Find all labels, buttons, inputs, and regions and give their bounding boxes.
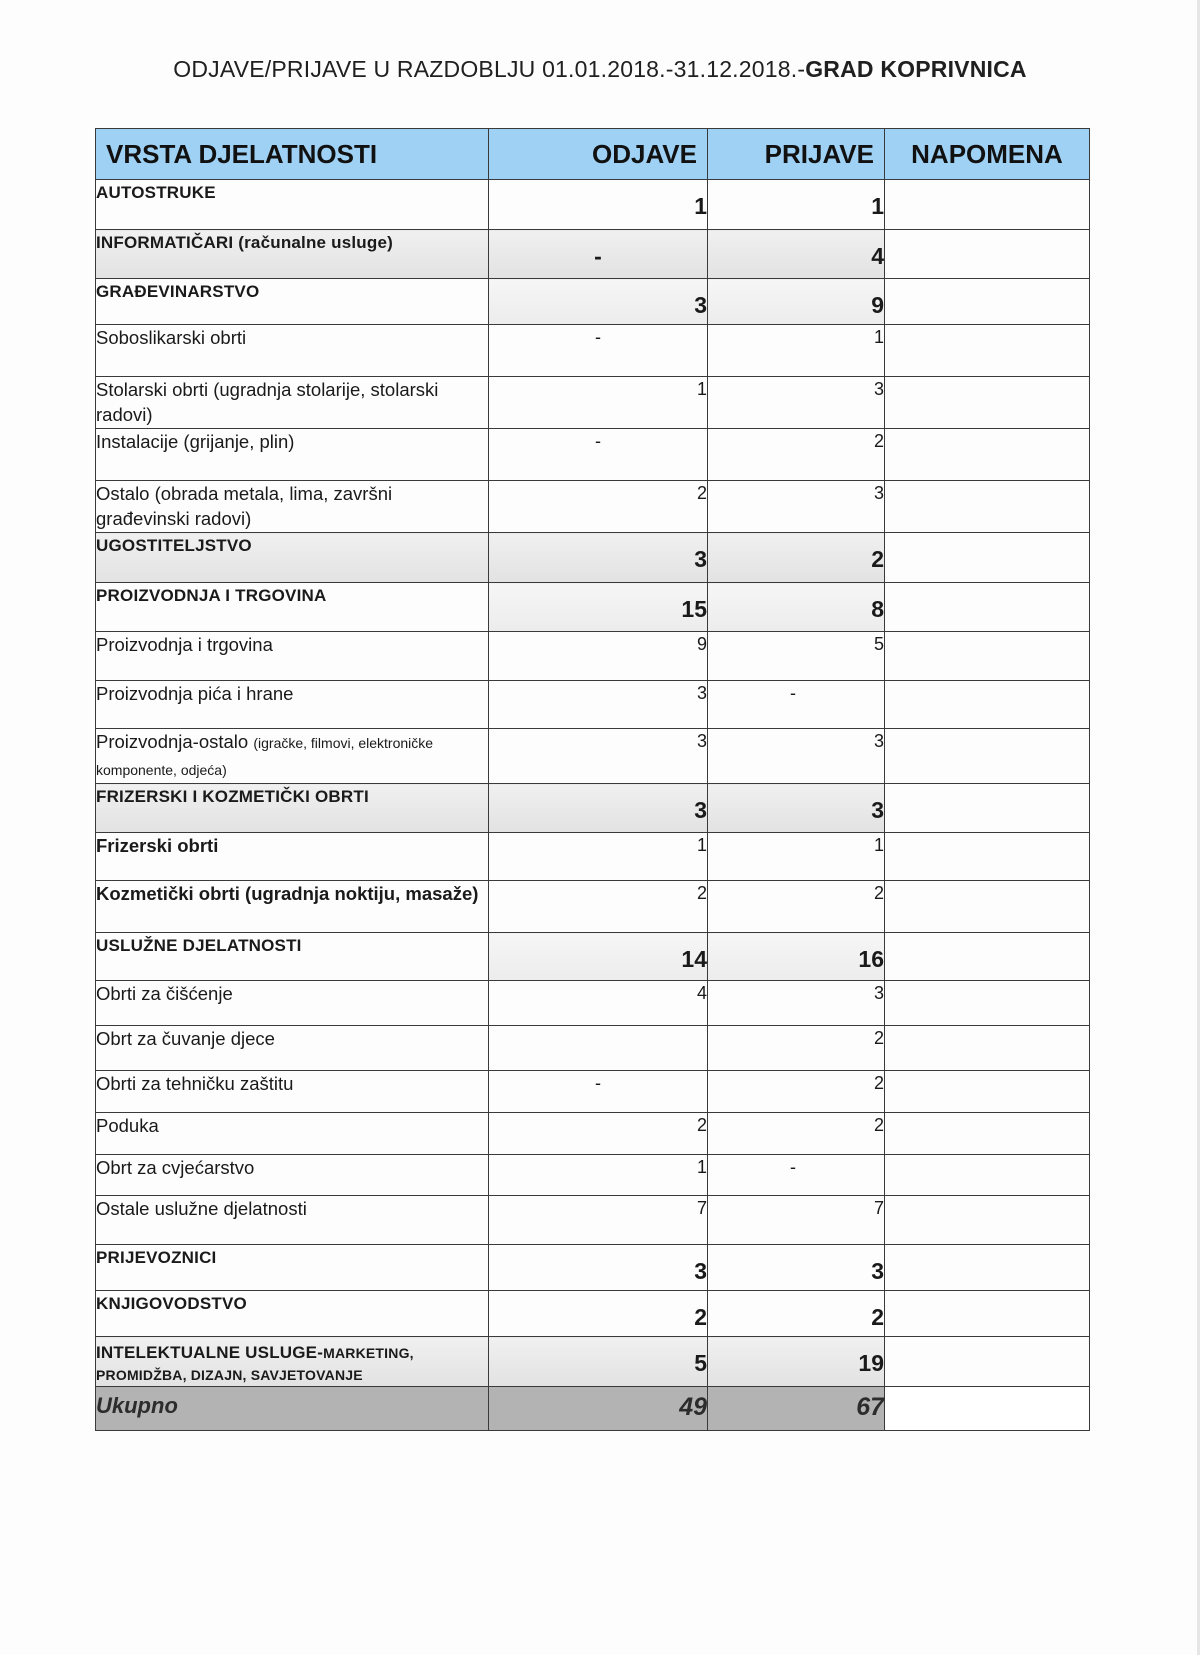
row-odjave: 1 [489, 377, 708, 429]
row-odjave: 1 [489, 180, 708, 230]
row-napomena [885, 1113, 1090, 1155]
registrations-table [95, 128, 1090, 1431]
total-row [96, 1387, 1090, 1431]
title-city: GRAD KOPRIVNICA [805, 56, 1027, 82]
row-napomena [885, 230, 1090, 279]
row-napomena [885, 1337, 1090, 1387]
row-name-note: (igračke, filmovi, elektroničke komponente, odjeća) [96, 735, 434, 778]
row-name: Proizvodnja i trgovina [96, 632, 489, 681]
row-odjave: - [489, 230, 708, 279]
row-prijave: 2 [708, 881, 885, 933]
row-name: Kozmetički obrti (ugradnja noktiju, masaže) [96, 881, 489, 933]
table-row [96, 533, 1090, 583]
row-prijave: 4 [708, 230, 885, 279]
row-odjave: 3 [489, 784, 708, 833]
table-row [96, 481, 1090, 533]
table-header-row [96, 129, 1090, 180]
table-row [96, 1337, 1090, 1387]
table-row [96, 1026, 1090, 1071]
row-odjave: - [489, 1071, 708, 1113]
row-napomena [885, 981, 1090, 1026]
row-name-note: MARKETING, PROMIDŽBA, DIZAJN, SAVJETOVANJE [96, 1345, 414, 1383]
table-row [96, 325, 1090, 377]
row-napomena [885, 1245, 1090, 1291]
row-napomena [885, 833, 1090, 881]
row-prijave: 3 [708, 729, 885, 784]
row-name: Stolarski obrti (ugradnja stolarije, stolarski radovi) [96, 377, 489, 429]
row-name: Proizvodnja-ostalo [96, 731, 249, 752]
row-napomena [885, 429, 1090, 481]
total-label: Ukupno [96, 1387, 489, 1431]
table-row [96, 833, 1090, 881]
row-odjave: - [489, 429, 708, 481]
row-odjave: 3 [489, 1245, 708, 1291]
row-name: Obrti za tehničku zaštitu [96, 1071, 489, 1113]
table-row [96, 429, 1090, 481]
row-prijave: 2 [708, 533, 885, 583]
header-activity: VRSTA DJELATNOSTI [96, 129, 489, 180]
row-napomena [885, 325, 1090, 377]
row-napomena [885, 784, 1090, 833]
table-row [96, 583, 1090, 632]
row-napomena [885, 377, 1090, 429]
row-name: AUTOSTRUKE [96, 180, 489, 230]
row-prijave: 9 [708, 279, 885, 325]
row-odjave: 4 [489, 981, 708, 1026]
row-napomena [885, 533, 1090, 583]
row-odjave: 1 [489, 833, 708, 881]
row-prijave: 2 [708, 1026, 885, 1071]
row-odjave: 3 [489, 729, 708, 784]
row-prijave: 2 [708, 1291, 885, 1337]
row-odjave: 2 [489, 881, 708, 933]
row-napomena [885, 1026, 1090, 1071]
row-prijave: 2 [708, 1113, 885, 1155]
row-prijave: - [708, 681, 885, 729]
row-napomena [885, 180, 1090, 230]
row-odjave: 15 [489, 583, 708, 632]
row-odjave [489, 1026, 708, 1071]
row-name: USLUŽNE DJELATNOSTI [96, 933, 489, 981]
row-napomena [885, 1196, 1090, 1245]
row-odjave: 3 [489, 279, 708, 325]
row-napomena [885, 481, 1090, 533]
header-prijave: PRIJAVE [708, 129, 885, 180]
row-name: Soboslikarski obrti [96, 325, 489, 377]
row-prijave: 3 [708, 1245, 885, 1291]
row-napomena [885, 279, 1090, 325]
table-row [96, 1071, 1090, 1113]
row-name: Obrt za cvjećarstvo [96, 1155, 489, 1196]
table-row [96, 230, 1090, 279]
table-row [96, 377, 1090, 429]
row-name: PRIJEVOZNICI [96, 1245, 489, 1291]
row-name: Ostalo (obrada metala, lima, završni građevinski radovi) [96, 481, 489, 533]
row-name: INFORMATIČARI (računalne usluge) [96, 230, 489, 279]
row-odjave: 1 [489, 1155, 708, 1196]
row-name: Proizvodnja pića i hrane [96, 681, 489, 729]
table-row [96, 729, 1090, 784]
total-napomena [885, 1387, 1090, 1431]
row-prijave: 1 [708, 833, 885, 881]
header-odjave: ODJAVE [489, 129, 708, 180]
row-prijave: 3 [708, 784, 885, 833]
table-row [96, 1196, 1090, 1245]
table-row [96, 1113, 1090, 1155]
row-napomena [885, 729, 1090, 784]
row-name: KNJIGOVODSTVO [96, 1291, 489, 1337]
row-prijave: 16 [708, 933, 885, 981]
row-napomena [885, 1071, 1090, 1113]
row-prijave: 8 [708, 583, 885, 632]
row-odjave: 14 [489, 933, 708, 981]
row-prijave: 2 [708, 1071, 885, 1113]
table-row [96, 933, 1090, 981]
row-prijave: 19 [708, 1337, 885, 1387]
row-odjave: 2 [489, 481, 708, 533]
row-name: FRIZERSKI I KOZMETIČKI OBRTI [96, 784, 489, 833]
row-name: Ostale uslužne djelatnosti [96, 1196, 489, 1245]
row-odjave: 5 [489, 1337, 708, 1387]
row-prijave: - [708, 1155, 885, 1196]
row-prijave: 3 [708, 377, 885, 429]
table-row [96, 279, 1090, 325]
row-odjave: - [489, 325, 708, 377]
row-name: Poduka [96, 1113, 489, 1155]
row-odjave: 3 [489, 533, 708, 583]
row-name: Obrti za čišćenje [96, 981, 489, 1026]
row-name: Obrt za čuvanje djece [96, 1026, 489, 1071]
total-odjave: 49 [489, 1387, 708, 1431]
row-name: INTELEKTUALNE USLUGE- [96, 1343, 324, 1362]
row-prijave: 1 [708, 325, 885, 377]
document-title [0, 56, 1200, 83]
row-odjave: 2 [489, 1291, 708, 1337]
row-odjave: 2 [489, 1113, 708, 1155]
row-odjave: 9 [489, 632, 708, 681]
row-prijave: 3 [708, 981, 885, 1026]
row-napomena [885, 632, 1090, 681]
row-napomena [885, 881, 1090, 933]
table-row [96, 981, 1090, 1026]
row-name: Instalacije (grijanje, plin) [96, 429, 489, 481]
row-napomena [885, 681, 1090, 729]
row-napomena [885, 933, 1090, 981]
row-name: PROIZVODNJA I TRGOVINA [96, 583, 489, 632]
row-name: GRAĐEVINARSTVO [96, 279, 489, 325]
row-odjave: 3 [489, 681, 708, 729]
table-row [96, 881, 1090, 933]
table-row [96, 1155, 1090, 1196]
row-prijave: 7 [708, 1196, 885, 1245]
table-row [96, 632, 1090, 681]
row-napomena [885, 1155, 1090, 1196]
row-prijave: 1 [708, 180, 885, 230]
table-row [96, 681, 1090, 729]
total-prijave: 67 [708, 1387, 885, 1431]
row-name: Frizerski obrti [96, 833, 489, 881]
row-napomena [885, 1291, 1090, 1337]
row-name: UGOSTITELJSTVO [96, 533, 489, 583]
row-napomena [885, 583, 1090, 632]
row-name-cell [96, 729, 489, 784]
row-prijave: 3 [708, 481, 885, 533]
row-name-cell [96, 1337, 489, 1387]
table-row [96, 1245, 1090, 1291]
header-napomena: NAPOMENA [885, 129, 1090, 180]
row-prijave: 5 [708, 632, 885, 681]
table-row [96, 784, 1090, 833]
table-row [96, 1291, 1090, 1337]
row-odjave: 7 [489, 1196, 708, 1245]
table-row [96, 180, 1090, 230]
title-prefix: ODJAVE/PRIJAVE U RAZDOBLJU 01.01.2018.-31.12.2018.- [173, 56, 806, 82]
row-prijave: 2 [708, 429, 885, 481]
